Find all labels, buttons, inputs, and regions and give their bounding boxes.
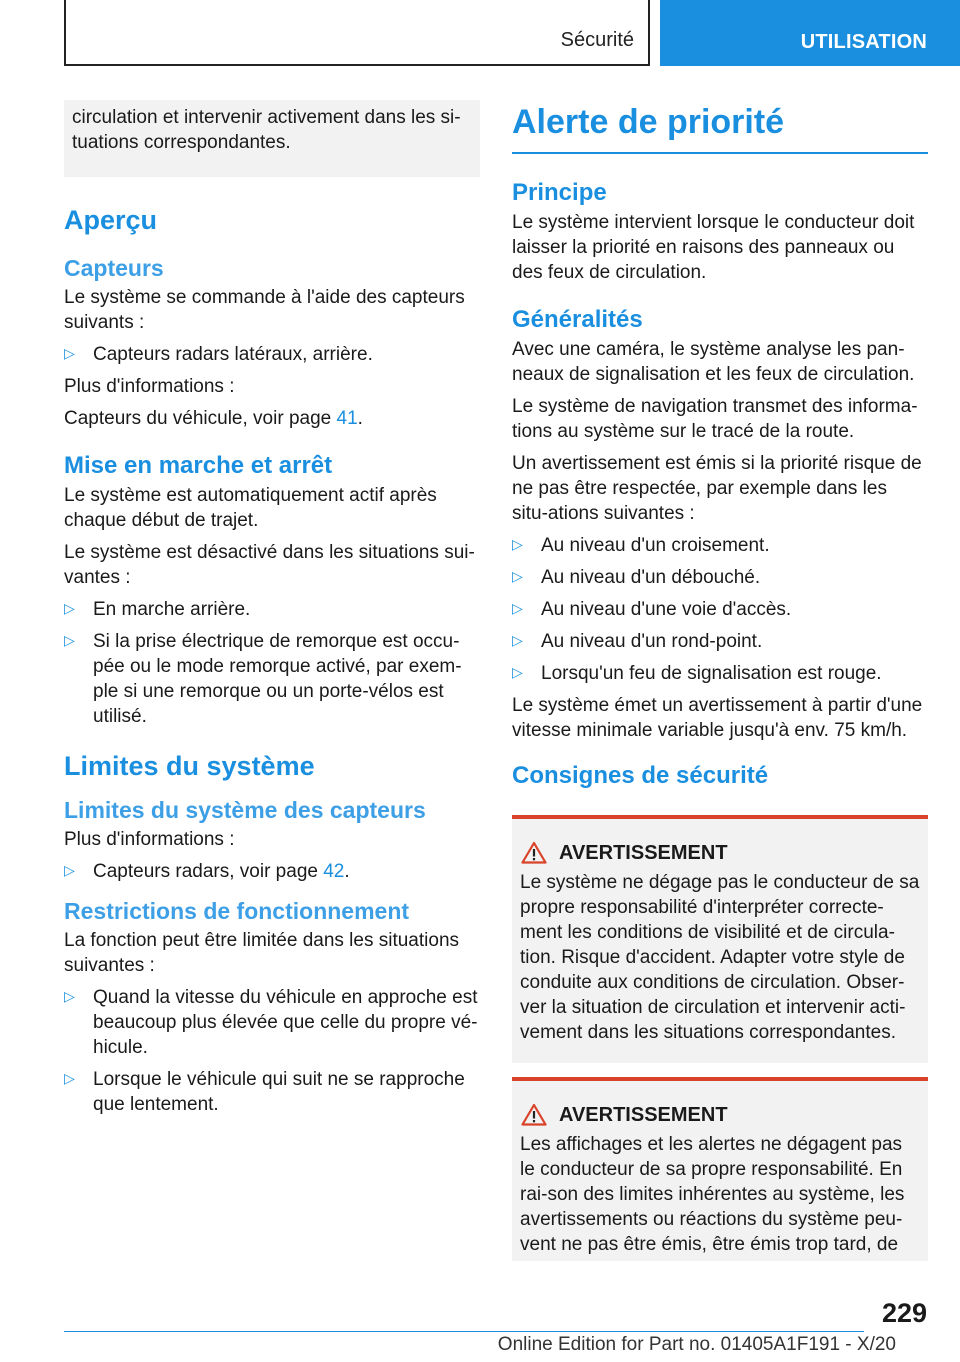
principe-heading: Principe [512, 179, 607, 206]
reference-end: . [344, 861, 350, 882]
limites-capteurs-heading: Limites du système des capteurs [64, 797, 426, 823]
warning-title-text: AVERTISSEMENT [559, 842, 728, 864]
footer-divider [64, 1331, 864, 1332]
restrictions-intro: La fonction peut être limitée dans les situations suivantes : [64, 930, 460, 976]
marche-p1: Le système est automatiquement actif après chaque début de trajet. [64, 485, 437, 531]
header-section-box [64, 0, 650, 66]
reference-text: Capteurs radars, voir page [93, 861, 324, 882]
more-info-text: Plus d'informations : [64, 376, 235, 397]
list-item: ▷ Capteurs radars latéraux, arrière. [64, 342, 480, 367]
continued-warning-box [64, 100, 480, 177]
list-item: ▷ Au niveau d'une voie d'accès. [512, 597, 928, 622]
warning-triangle-icon [521, 1103, 547, 1126]
footer-edition: Online Edition for Part no. 01405A1F191 - X/20 [497, 1334, 896, 1355]
warning-title [520, 1103, 920, 1128]
marche-p2: Le système est désactivé dans les situations sui-vantes : [64, 542, 475, 588]
list-item [64, 859, 480, 884]
list-item: ▷ Quand la vitesse du véhicule en approche est beaucoup plus élevée que celle du propre vé-hicule. [64, 985, 480, 1060]
principe-text: Le système intervient lorsque le conducteur doit laisser la priorité en raisons des panneaux ou des feux de circulation. [512, 212, 915, 283]
alerte-priorite-title: Alerte de priorité [512, 100, 928, 154]
continued-text: circulation et intervenir activement dans les si-tuations correspondantes. [72, 107, 461, 153]
generalites-list [512, 533, 928, 686]
left-column [64, 100, 480, 1124]
generalites-p3: Un avertissement est émis si la priorité risque de ne pas être respectée, par exemple dans les situ-ations suivantes : [512, 453, 922, 524]
chapter-tab [660, 0, 960, 66]
marche-list [64, 597, 480, 729]
warning-text: Le système ne dégage pas le conducteur de sa propre responsabilité d'interpréter correcte-ment les conditions de visibilité et de circula-tion. Risque d'accident. Adapter votre style de conduite aux conditions de circulation. Obser-ver la situation de circulation et intervenir acti-vement dans les situations correspondantes. [520, 872, 920, 1043]
limites-more-info: Plus d'informations : [64, 829, 235, 850]
generalites-p2: Le système de navigation transmet des informa-tions au système sur le tracé de la route. [512, 396, 918, 442]
marche-heading: Mise en marche et arrêt [64, 452, 333, 479]
warning-box [512, 1077, 928, 1261]
generalites-p4: Le système émet un avertissement à partir d'une vitesse minimale variable jusqu'à env. 75 km/h. [512, 695, 923, 741]
page-reference [64, 406, 480, 431]
generalites-p1: Avec une caméra, le système analyse les pan-neaux de signalisation et les feux de circulation. [512, 339, 915, 385]
right-column [512, 100, 928, 1261]
page-link-41[interactable]: 41 [336, 408, 358, 429]
capteurs-intro: Le système se commande à l'aide des capteurs suivants : [64, 287, 465, 333]
page-number: 229 [881, 1298, 927, 1328]
list-item: ▷ Au niveau d'un rond-point. [512, 629, 928, 654]
list-item: ▷ Au niveau d'un débouché. [512, 565, 928, 590]
apercu-heading: Aperçu [64, 205, 158, 235]
warning-title-text: AVERTISSEMENT [559, 1104, 728, 1126]
warning-text: Les affichages et les alertes ne dégagent pas le conducteur de sa propre responsabilité. En rai-son des limites inhérentes au système, les avertissements ou réactions du système peu-vent ne pas être émis, être émis trop tard, de [520, 1134, 905, 1255]
capteurs-list [64, 342, 480, 367]
list-item: ▷ Lorsque le véhicule qui suit ne se rapproche que lentement. [64, 1067, 480, 1117]
page-link-42[interactable]: 42 [323, 861, 345, 882]
chapter-title: UTILISATION [800, 31, 927, 53]
restrictions-heading: Restrictions de fonctionnement [64, 898, 410, 924]
reference-end: . [357, 408, 363, 429]
reference-text: Capteurs du véhicule, voir page [64, 408, 337, 429]
capteurs-heading: Capteurs [64, 255, 164, 281]
list-item: ▷ Lorsqu'un feu de signalisation est rouge. [512, 661, 928, 686]
limites-heading: Limites du système [64, 751, 315, 781]
limites-ref-list [64, 859, 480, 884]
list-item: ▷ Si la prise électrique de remorque est occu-pée ou le mode remorque activé, par exem-ple si une remorque ou un porte-vélos est utilisé. [64, 629, 480, 729]
section-title: Sécurité [560, 29, 634, 51]
warning-title [520, 841, 920, 866]
warning-triangle-icon [521, 841, 547, 864]
list-item: ▷ En marche arrière. [64, 597, 480, 622]
warning-box [512, 815, 928, 1063]
restrictions-list [64, 985, 480, 1117]
list-item: ▷ Au niveau d'un croisement. [512, 533, 928, 558]
consignes-heading: Consignes de sécurité [512, 762, 769, 789]
generalites-heading: Généralités [512, 306, 643, 333]
